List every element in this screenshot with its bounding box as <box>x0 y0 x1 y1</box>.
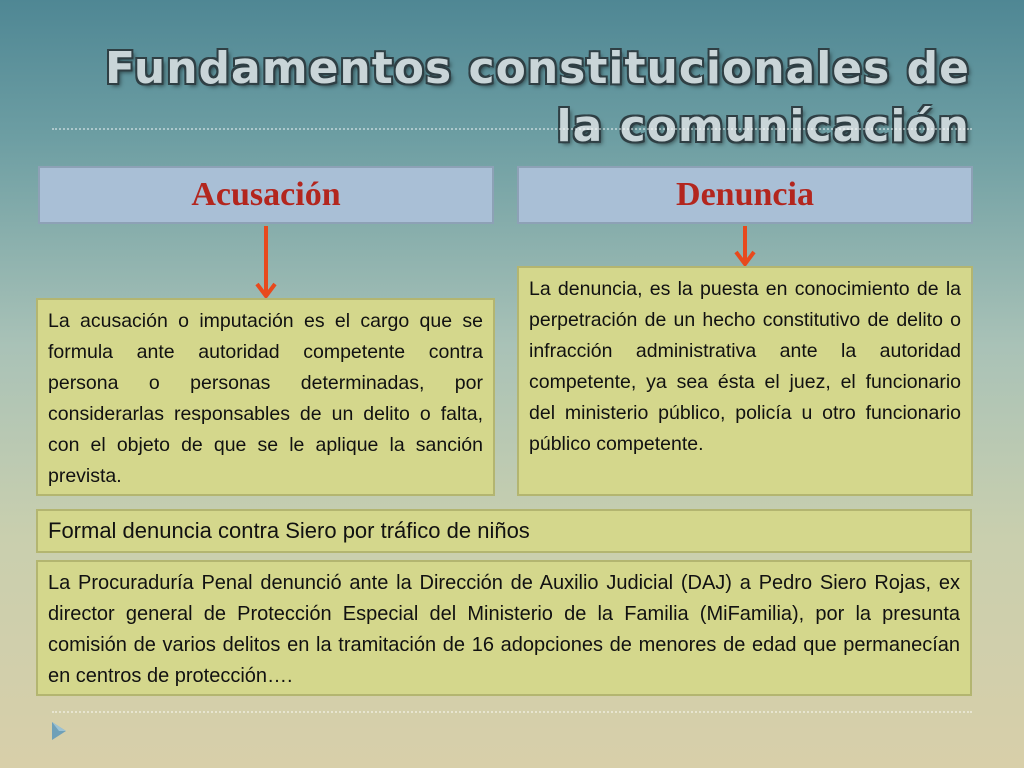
denuncia-heading: Denuncia <box>517 166 973 224</box>
denuncia-definition: La denuncia, es la puesta en conocimiento de la perpetración de un hecho constitutivo de delito o infracción administrativa ante la autoridad competente, ya sea ésta el juez, el funcionario del ministerio público, policía u otro funcionario público competente. <box>517 266 973 496</box>
news-body: La Procuraduría Penal denunció ante la Dirección de Auxilio Judicial (DAJ) a Pedro Siero Rojas, ex director general de Protección Especial del Ministerio de la Familia (MiFamilia), por la presunta comisión de varios delitos en la tramitación de 16 adopciones de menores de edad que permanecían en centros de protección…. <box>36 560 972 696</box>
acusacion-definition: La acusación o imputación es el cargo que se formula ante autoridad competente contra persona o personas determinadas, por considerarlas responsables de un delito o falta, con el objeto de que se le aplique la sanción prevista. <box>36 298 495 496</box>
arrow-down-icon <box>733 226 757 268</box>
news-headline: Formal denuncia contra Siero por tráfico de niños <box>36 509 972 553</box>
title-divider <box>52 128 972 130</box>
arrow-down-icon <box>254 226 278 300</box>
slide-title: Fundamentos constitucionales de la comunicación <box>105 43 970 152</box>
play-triangle-icon[interactable] <box>50 720 68 742</box>
footer-divider <box>52 711 972 713</box>
acusacion-heading: Acusación <box>38 166 494 224</box>
